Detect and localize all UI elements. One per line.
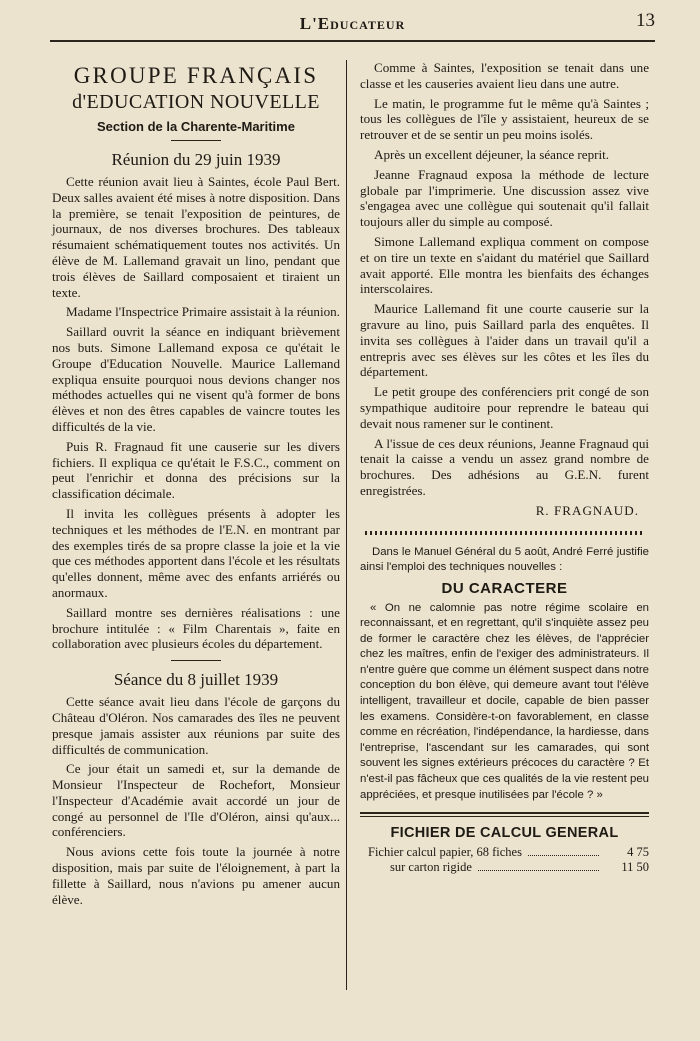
intro-block bbox=[360, 545, 649, 575]
page-header bbox=[50, 8, 655, 42]
paragraph: Jeanne Fragnaud exposa la méthode de lecture globale par l'imprimerie. Une discussion assez vive s'engagea avec une collègue qui soutenait qu'il fallait toujours aller du simple au composé. bbox=[360, 166, 649, 230]
right-column bbox=[360, 60, 649, 875]
quote-text: « On ne calomnie pas notre régime scolaire en reconnaissant, et en regrettant, qu'il s'inquiète assez peu de former le caractère chez les élèves, de l'apprécier chez les maîtres, enfin de l'exiger des administrateurs. Il n'entre guère que comme un élément suspect dans notre conception du bon élève, qui demeure avant tout l'élève intelligent, travailleur et docile, capable de bien passer les examens. Considère-t-on favorablement, en classe comme en récréation, l'indépendance, la hardiesse, dans l'entreprise, l'ascendant sur les camarades, qui sont souvent les signes extérieurs précoces du caractère ? Et n'est-il pas fâcheux que ces qualités de la vie restent peu appréciées, et presque inutilisées par l'école ? » bbox=[360, 601, 649, 801]
paragraph: A l'issue de ces deux réunions, Jeanne Fragnaud qui tenait la caisse a vendu un assez grand nombre de brochures. Des adhésions au G.E.N. furent enregistrées. bbox=[360, 435, 649, 498]
column-divider bbox=[346, 60, 347, 990]
section-title: Section de la Charente-Maritime bbox=[97, 119, 295, 134]
meeting-title-1: Réunion du 29 juin 1939 bbox=[111, 150, 281, 169]
price-label: sur carton rigide bbox=[390, 860, 472, 875]
group-subtitle: d'EDUCATION NOUVELLE bbox=[72, 91, 320, 113]
meeting-title-2: Séance du 8 juillet 1939 bbox=[113, 670, 279, 690]
paragraph: Cette séance avait lieu dans l'école de garçons du Château d'Oléron. Nos camarades des îles ne peuvent presque jamais assister aux réunions par suite des difficultés de communication. bbox=[52, 694, 340, 757]
dotted-separator bbox=[365, 531, 644, 535]
paragraph: Madame l'Inspectrice Primaire assistait à la réunion. bbox=[66, 304, 340, 320]
paragraph: Le petit groupe des conférenciers prit congé de son sympathique auditoire pour reprendre le bateau qui devait nous ramener sur le continent. bbox=[360, 384, 649, 431]
paragraph: Saillard ouvrit la séance en indiquant brièvement nos buts. Simone Lallemand exposa ce qu'était le Groupe d'Education Nouvelle. Maurice Lallemand expliqua ensuite pourquoi nous devions changer nos méthodes actuelles qui ne visent qu'à former de bons élèves et non des êtres capables de vaincre toutes les difficultés de la vie. bbox=[52, 324, 340, 434]
price-row bbox=[368, 845, 649, 860]
paragraph: Après un excellent déjeuner, la séance reprit. bbox=[374, 146, 610, 162]
page-number: 13 bbox=[636, 10, 655, 31]
fichier-heading: FICHIER DE CALCUL GENERAL bbox=[390, 825, 619, 842]
caractere-heading: DU CARACTERE bbox=[441, 579, 568, 597]
signature: R. FRAGNAUD. bbox=[535, 502, 639, 518]
intro-text: Dans le Manuel Général du 5 août, André Ferré justifie ainsi l'emploi des techniques nouvelles : bbox=[360, 545, 649, 573]
price-row bbox=[390, 860, 649, 875]
double-rule bbox=[360, 812, 649, 817]
running-title: L'Educateur bbox=[299, 14, 406, 33]
price-value: 4 75 bbox=[627, 845, 649, 860]
price-label: Fichier calcul papier, 68 fiches bbox=[368, 845, 522, 860]
paragraph: Nous avions cette fois toute la journée à notre disposition, mais par suite de l'éloignement, à part la fillette à Saillard, nous n'avions pu amener aucun élève. bbox=[52, 844, 340, 907]
paragraph: Maurice Lallemand fit une courte causerie sur la gravure au lino, puis Saillard parla des enquêtes. Il invita ses collègues à l'aider dans un travail qu'il a entrepris avec ses élèves sur les côtes et les îles du département. bbox=[360, 301, 649, 380]
header-rule bbox=[50, 40, 655, 42]
short-rule bbox=[171, 140, 221, 141]
quote-block bbox=[360, 601, 649, 804]
price-value: 11 50 bbox=[621, 860, 649, 875]
dot-leader bbox=[478, 860, 599, 871]
short-rule bbox=[171, 660, 221, 661]
paragraph: Il invita les collègues présents à adopter les techniques et les méthodes de l'E.N. en montrant par des exemples tirés de sa propre classe la joie et la vie que ces méthodes apportent dans l'école et les résultats qu'elles donnent, même avec des enfants arriérés ou anormaux. bbox=[52, 505, 340, 600]
paragraph: Comme à Saintes, l'exposition se tenait dans une classe et les causeries avaient lieu dans une autre. bbox=[360, 60, 649, 91]
paragraph: Le matin, le programme fut le même qu'à Saintes ; tous les collègues de l'île y assistaient, heureux de se retrouver et de se sentir un peu moins isolés. bbox=[360, 95, 649, 143]
paragraph: Puis R. Fragnaud fit une causerie sur les divers fichiers. Il expliqua ce qu'était le F.S.C., comment on peut l'enrichir et donna des précisions sur la classification décimale. bbox=[52, 438, 340, 502]
group-title: GROUPE FRANÇAIS bbox=[73, 63, 319, 88]
paragraph: Ce jour était un samedi et, sur la demande de Monsieur l'Inspecteur de Rochefort, Monsieur l'Inspecteur d'Académie avait accordé un jour de congé au personnel de l'Ile d'Oléron, ainsi qu'aux... conférenciers. bbox=[52, 761, 340, 840]
paragraph: Simone Lallemand expliqua comment on compose et on tire un texte en s'aidant du matériel que Saillard avait apporté. Elle montra les bienfaits des échanges interscolaires. bbox=[360, 233, 649, 297]
dot-leader bbox=[528, 845, 599, 856]
paragraph: Saillard montre ses dernières réalisations : une brochure intitulée : « Film Charentais », faite en collaboration avec plusieurs écoles du département. bbox=[52, 604, 340, 652]
left-column bbox=[52, 60, 340, 911]
paragraph: Cette réunion avait lieu à Saintes, école Paul Bert. Deux salles avaient été mises à notre disposition. Dans la première, se tenait l'exposition de peintures, de journaux, de nos diverses brochures. Des tableaux résumaient schématiquement toutes nos activités. Un élève de M. Lallemand gravait un lino, pendant que trois élèves de Saillard composaient et tiraient un texte. bbox=[52, 174, 340, 300]
